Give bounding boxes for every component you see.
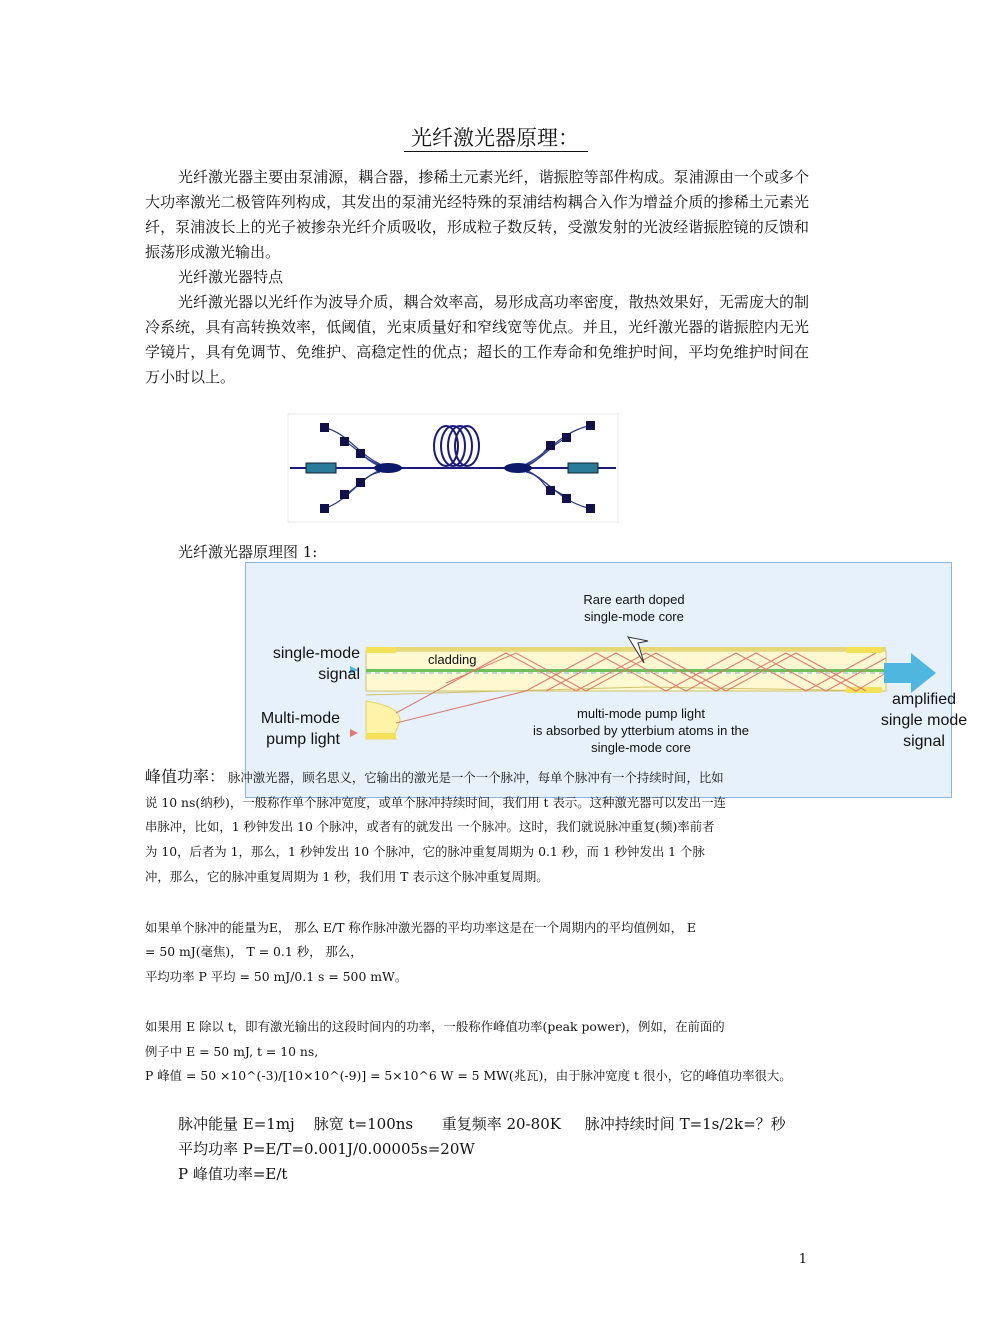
avg-line-2: = 50 mJ(毫焦)， T = 0.1 秒， 那么， [145,944,363,959]
peakcalc-line-1: 如果用 E 除以 t，即有激光输出的这段时间内的功率，一般称作峰值功率(peak power)，例如，在前面的 [145,1019,725,1034]
output-label-line2: single mode [880,712,968,729]
cladding-label: cladding [428,652,477,667]
peak-line-1: 脉冲激光器，顾名思义，它输出的激光是一个一个脉冲，每单个脉冲有一个持续时间，比如 [228,770,724,785]
peak-line-2: 说 10 ns(纳秒)，一般称作单个脉冲宽度，或单个脉冲持续时间，我们用 t 表示。这种激光器可以发出一连 [145,795,726,810]
rare-earth-label-line1: Rare earth doped [583,592,685,607]
formula-line-2: 平均功率 P=E/T=0.001J/0.00005s=20W [178,1140,475,1158]
peak-line-5: 冲，那么，它的脉冲重复周期为 1 秒，我们用 T 表示这个脉冲重复周期。 [145,869,549,884]
formula-line-3: P 峰值功率=E/t [178,1165,288,1183]
page-title: 光纤激光器原理： [411,126,579,150]
peak-label: 峰值功率： [145,767,226,786]
peakcalc-line-3: P 峰值 = 50 ×10^(-3)/[10×10^(-9)] = 5×10^6 W = 5 MW(兆瓦)，由于脉冲宽度 t 很小，它的峰值功率很大。 [145,1068,792,1083]
double-clad-fiber-diagram [245,562,968,798]
avg-line-1: 如果单个脉冲的能量为E， 那么 E/T 称作脉冲激光器的平均功率这是在一个周期内的平均值例如， E [145,920,696,935]
formula-line-1: 脉冲能量 E=1mj 脉宽 t=100ns 重复频率 20-80K 脉冲持续时间 T=1s/2k=？秒 [178,1115,786,1133]
peak-line-3: 串脉冲，比如，1 秒钟发出 10 个脉冲，或者有的就发出 一个脉冲。这时，我们就说脉冲重复(频)率前者 [145,819,715,834]
avg-line-3: 平均功率 P 平均 = 50 mJ/0.1 s = 500 mW。 [145,969,408,984]
fiber-laser-schematic [288,414,618,522]
peakcalc-line-2: 例子中 E = 50 mJ, t = 10 ns, [145,1044,319,1059]
figure-caption: 光纤激光器原理图 1: [178,543,318,561]
output-label-line1: amplified [891,691,957,708]
pump-label-line1: Multi-mode [260,710,340,727]
peak-line-4: 为 10，后者为 1，那么，1 秒钟发出 10 个脉冲，它的脉冲重复周期为 0.1 秒，而 1 秒钟发出 1 个脉 [145,844,705,859]
absorb-label-line1: multi-mode pump light [577,706,705,721]
features-paragraph: 光纤激光器以光纤作为波导介质，耦合效率高，易形成高功率密度，散热效果好，无需庞大的制冷系统，具有高转换效率，低阈值，光束质量好和窄线宽等优点。并且，光纤激光器的谐振腔内无光学镜片，具有免调节、免维护、高稳定性的优点；超长的工作寿命和免维护时间，平均免维护时间在 万小时以上。 [145,293,840,386]
rare-earth-label-line2: single-mode core [584,609,684,624]
signal-label-line2: signal [318,666,360,683]
signal-label-line1: single-mode [272,645,360,662]
intro-paragraph: 光纤激光器主要由泵浦源，耦合器，掺稀土元素光纤，谐振腔等部件构成。泵浦源由一个或多个大功率激光二极管阵列构成，其发出的泵浦光经特殊的泵浦结构耦合入作为增益介质的掺稀土元素光纤，泵浦波长上的光子被掺杂光纤介质吸收，形成粒子数反转，受激发射的光波经谐振腔镜的反馈和振荡形成激光输出。 [145,168,809,261]
absorb-label-line3: single-mode core [591,740,691,755]
page-number: 1 [798,1252,807,1267]
pump-label-line2: pump light [266,731,340,748]
title-underline [404,151,588,152]
output-label-line3: signal [903,733,945,750]
absorb-label-line2: is absorbed by ytterbium atoms in the [532,723,750,738]
features-heading: 光纤激光器特点 [178,268,284,286]
